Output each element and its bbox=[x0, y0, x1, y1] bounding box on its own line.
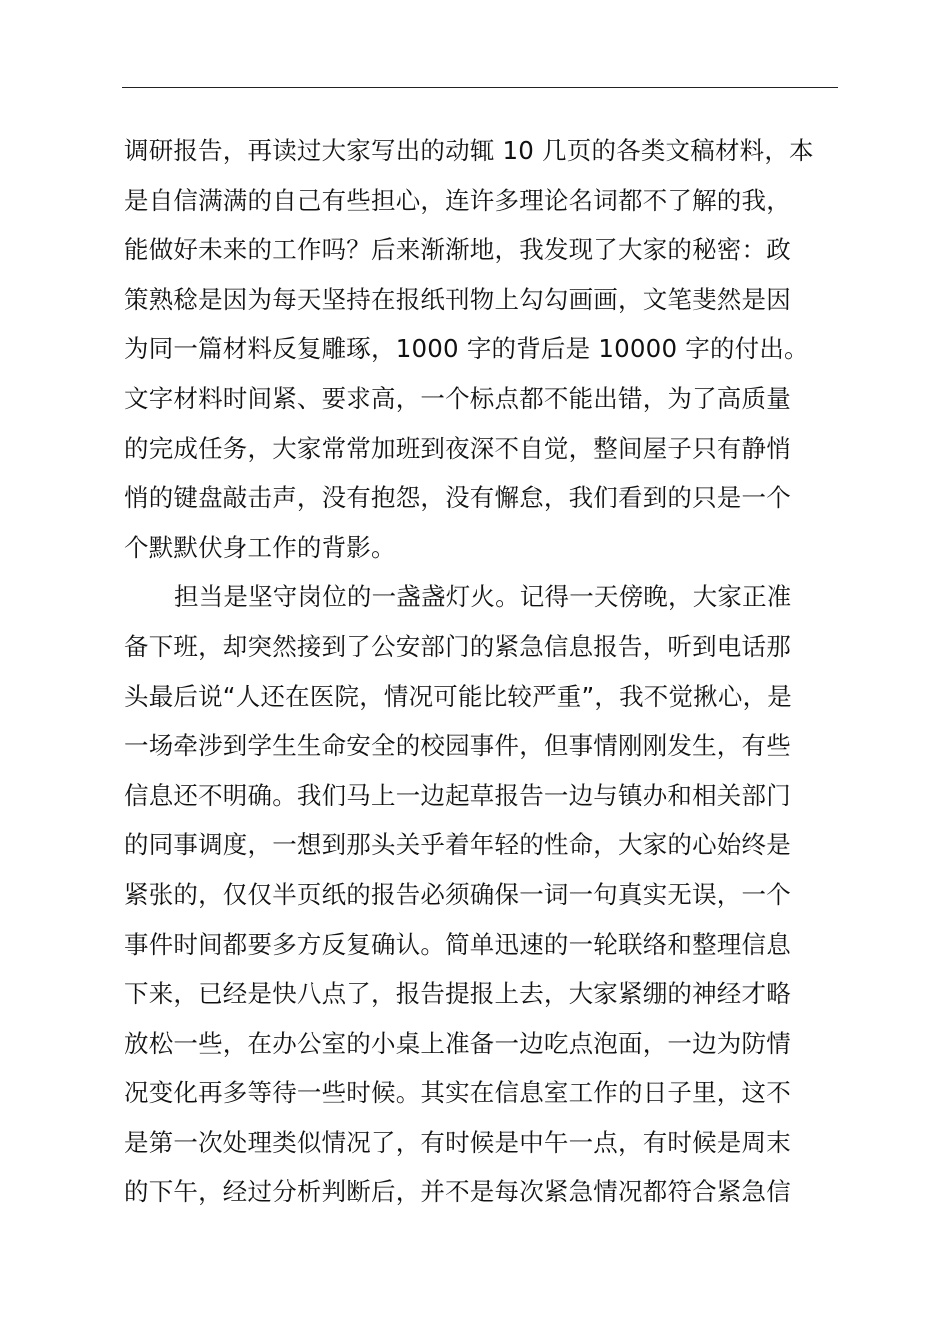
text-line: 备下班，却突然接到了公安部门的紧急信息报告，听到电话那 bbox=[124, 631, 791, 661]
text-line: 放松一些，在办公室的小桌上准备一边吃点泡面，一边为防情 bbox=[124, 1028, 791, 1058]
text-line: 信息还不明确。我们马上一边起草报告一边与镇办和相关部门 bbox=[124, 780, 791, 810]
paragraph-1 bbox=[124, 126, 840, 572]
text-line: 个默默伏身工作的背影。 bbox=[124, 532, 396, 562]
paragraph-2 bbox=[124, 572, 840, 1217]
text-line: 的同事调度，一想到那头关乎着年轻的性命，大家的心始终是 bbox=[124, 830, 791, 860]
text-line: 的完成任务，大家常常加班到夜深不自觉，整间屋子只有静悄 bbox=[124, 433, 791, 463]
text-line: 下来，已经是快八点了，报告提报上去，大家紧绷的神经才略 bbox=[124, 979, 791, 1009]
text-line: 头最后说“人还在医院，情况可能比较严重”，我不觉揪心，是 bbox=[124, 681, 792, 711]
text-line: 的下午，经过分析判断后，并不是每次紧急情况都符合紧急信 bbox=[124, 1177, 791, 1207]
document-body bbox=[124, 126, 840, 1217]
text-line: 一场牵涉到学生生命安全的校园事件，但事情刚刚发生，有些 bbox=[124, 731, 791, 761]
text-line: 况变化再多等待一些时候。其实在信息室工作的日子里，这不 bbox=[124, 1078, 791, 1108]
header-rule bbox=[122, 87, 838, 88]
text-line: 策熟稔是因为每天坚持在报纸刊物上勾勾画画，文笔斐然是因 bbox=[124, 284, 791, 314]
text-line: 调研报告，再读过大家写出的动辄 10 几页的各类文稿材料，本 bbox=[124, 136, 814, 165]
text-line: 文字材料时间紧、要求高，一个标点都不能出错，为了高质量 bbox=[124, 383, 791, 413]
text-line: 能做好未来的工作吗？后来渐渐地，我发现了大家的秘密：政 bbox=[124, 235, 791, 265]
text-line: 是自信满满的自己有些担心，连许多理论名词都不了解的我， bbox=[124, 185, 791, 215]
text-line: 事件时间都要多方反复确认。简单迅速的一轮联络和整理信息 bbox=[124, 929, 791, 959]
text-line: 紧张的，仅仅半页纸的报告必须确保一词一句真实无误，一个 bbox=[124, 879, 791, 909]
text-line: 是第一次处理类似情况了，有时候是中午一点，有时候是周末 bbox=[124, 1127, 791, 1157]
text-line: 为同一篇材料反复雕琢，1000 字的背后是 10000 字的付出。 bbox=[124, 334, 809, 364]
text-line: 担当是坚守岗位的一盏盏灯火。记得一天傍晚，大家正准 bbox=[174, 582, 792, 612]
text-line: 悄的键盘敲击声，没有抱怨，没有懈怠，我们看到的只是一个 bbox=[124, 483, 791, 513]
